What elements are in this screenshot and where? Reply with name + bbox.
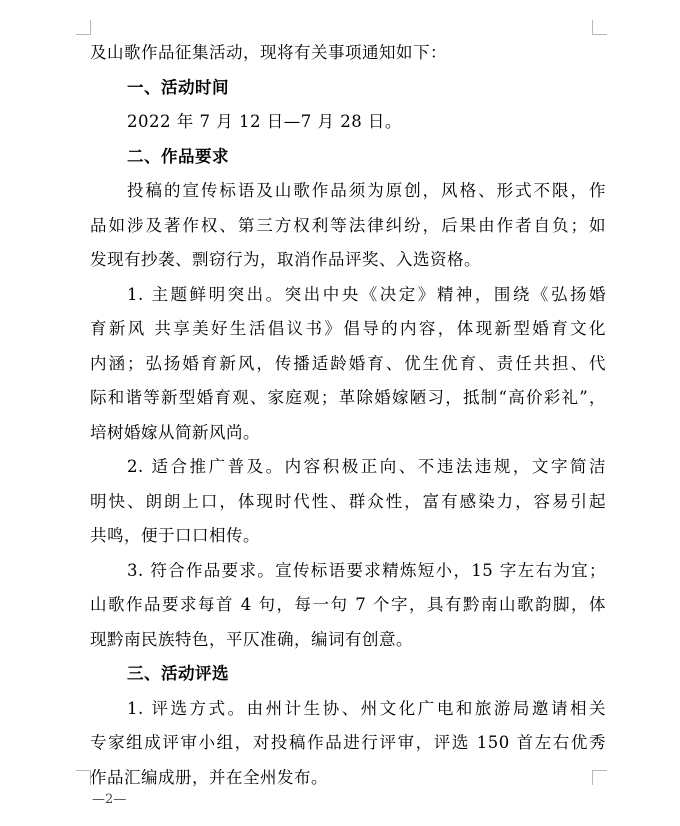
body-line: 2. 适合推广普及。内容积极正向、不违法违规，文字简洁 (127, 457, 606, 476)
margin-corner-mark (76, 770, 91, 785)
body-line: 1. 主题鲜明突出。突出中央《决定》精神，围绕《弘扬婚 (127, 284, 606, 304)
body-line: 共鸣，便于口口相传。 (90, 526, 260, 545)
body-line: 2022 年 7 月 12 日—7 月 28 日。 (127, 112, 402, 131)
body-line: 及山歌作品征集活动，现将有关事项通知如下： (90, 43, 447, 62)
body-line: 3. 符合作品要求。宣传标语要求精炼短小，15 字左右为宜； (127, 560, 606, 580)
body-line: 际和谐等新型婚育观、家庭观；革除婚嫁陋习，抵制“高价彩礼”， (90, 388, 606, 407)
body-line: 作品汇编成册，并在全州发布。 (90, 767, 328, 787)
section-heading: 一、活动时间 (127, 77, 229, 97)
body-line: 发现有抄袭、剽窃行为，取消作品评奖、入选资格。 (90, 250, 481, 269)
document-body (90, 36, 606, 795)
body-line: 培树婚嫁从简新风尚。 (90, 422, 260, 442)
body-line: 明快、朗朗上口，体现时代性、群众性，富有感染力，容易引起 (90, 491, 606, 511)
body-line: 1. 评选方式。由州计生协、州文化广电和旅游局邀请相关 (127, 698, 606, 718)
section-heading: 三、活动评选 (127, 664, 229, 683)
margin-corner-mark (76, 20, 91, 35)
body-line: 育新风 共享美好生活倡议书》倡导的内容，体现新型婚育文化 (90, 319, 606, 338)
body-line: 现黔南民族特色，平仄准确，编词有创意。 (90, 629, 413, 649)
page-number: —2— (92, 792, 127, 807)
section-heading: 二、作品要求 (127, 146, 229, 166)
body-line: 内涵；弘扬婚育新风，传播适龄婚育、优生优育、责任共担、代 (90, 353, 606, 373)
body-line: 品如涉及著作权、第三方权利等法律纠纷，后果由作者自负；如 (90, 215, 606, 235)
margin-corner-mark (592, 20, 607, 35)
body-line: 山歌作品要求每首 4 句，每一句 7 个字，具有黔南山歌韵脚，体 (90, 595, 606, 614)
body-line: 专家组成评审小组，对投稿作品进行评审，评选 150 首左右优秀 (90, 733, 606, 752)
body-line: 投稿的宣传标语及山歌作品须为原创，风格、形式不限，作 (127, 181, 606, 200)
